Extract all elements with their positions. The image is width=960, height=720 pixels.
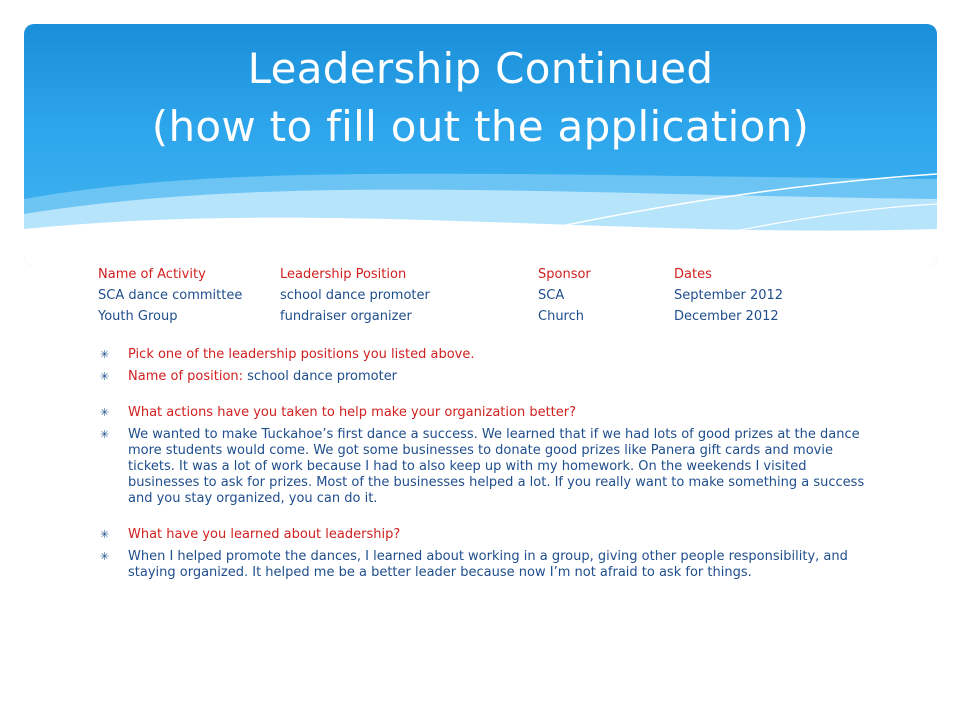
- asterisk-bullet-icon: ✳: [100, 428, 110, 441]
- header-sponsor: Sponsor: [538, 267, 591, 282]
- cell-activity: Youth Group: [98, 309, 178, 324]
- bullet-value: school dance promoter: [243, 369, 398, 384]
- bullet-item: [98, 347, 878, 363]
- bullet-item: [98, 427, 878, 507]
- bullet-item: [98, 527, 878, 543]
- bullet-item: [98, 549, 878, 581]
- cell-sponsor: SCA: [538, 288, 565, 303]
- bullet-text: We wanted to make Tuckahoe’s first dance a success. We learned that if we had lots of good prizes at the dance more students would come. We got some businesses to donate good prizes like Panera gift cards and movie tickets. It was a lot of work because I had to also keep up with my homework. On the weekends I visited businesses to ask for prizes. Most of the businesses helped a lot. If you really want to make something a success and you stay organized, you can do it.: [128, 427, 865, 506]
- bullet-item: [98, 405, 878, 421]
- header-activity: Name of Activity: [98, 267, 206, 282]
- bullet-label: Name of position:: [128, 369, 244, 384]
- cell-dates: December 2012: [674, 309, 779, 324]
- table-row: [98, 285, 878, 306]
- asterisk-bullet-icon: ✳: [100, 370, 110, 383]
- table-row: [98, 306, 878, 327]
- cell-position: school dance promoter: [280, 288, 430, 303]
- asterisk-bullet-icon: ✳: [100, 528, 110, 541]
- cell-sponsor: Church: [538, 309, 585, 324]
- asterisk-bullet-icon: ✳: [100, 406, 110, 419]
- slide-body: [98, 264, 878, 581]
- title-line-2: (how to fill out the application): [151, 102, 810, 151]
- bullet-text: What have you learned about leadership?: [128, 527, 401, 542]
- table-header-row: [98, 264, 878, 285]
- title-line-1: Leadership Continued: [247, 44, 714, 93]
- bullet-text: When I helped promote the dances, I learned about working in a group, giving other people responsibility, and staying organized. It helped me be a better leader because now I’m not afraid to ask for things.: [128, 549, 848, 580]
- cell-activity: SCA dance committee: [98, 288, 243, 303]
- asterisk-bullet-icon: ✳: [100, 348, 110, 361]
- cell-dates: September 2012: [674, 288, 784, 303]
- bullet-text: What actions have you taken to help make your organization better?: [128, 405, 577, 420]
- bullet-item: [98, 369, 878, 385]
- bullet-text: Pick one of the leadership positions you listed above.: [128, 347, 475, 362]
- asterisk-bullet-icon: ✳: [100, 550, 110, 563]
- header-position: Leadership Position: [280, 267, 407, 282]
- header-dates: Dates: [674, 267, 712, 282]
- cell-position: fundraiser organizer: [280, 309, 412, 324]
- slide-title: [24, 40, 937, 156]
